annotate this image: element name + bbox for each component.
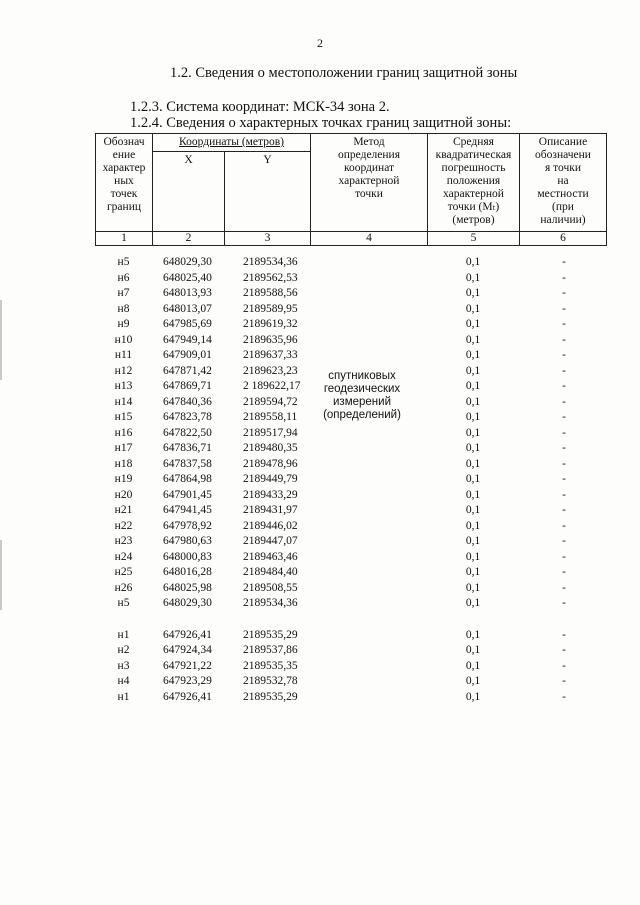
point-name: н17 [114,442,133,454]
description-value: - [562,256,566,268]
x-coordinate: 647823,78 [163,411,212,423]
description-value: - [562,535,566,547]
y-coordinate: 2189535,29 [243,690,298,703]
x-coordinate: 647941,45 [163,504,212,516]
points-table-header [95,133,607,246]
description-value: - [562,473,566,485]
error-value: 0,1 [465,550,481,563]
description-value: - [562,644,566,656]
table-row [95,317,613,333]
error-value: 0,1 [465,504,481,516]
table-row [95,628,613,644]
error-value: 0,1 [465,473,481,485]
error-value: 0,1 [465,302,481,315]
x-coordinate: 648000,83 [163,550,212,563]
error-value: 0,1 [465,519,481,532]
table-row [95,565,613,581]
description-value: - [562,690,566,703]
description-value: - [562,519,566,532]
point-name: н1 [117,690,130,703]
error-value: 0,1 [465,349,481,361]
y-coordinate: 2189431,97 [243,504,298,516]
table-row [95,690,613,706]
table-row [95,659,613,675]
y-coordinate: 2189480,35 [243,442,298,454]
x-coordinate: 648013,93 [163,287,212,299]
description-value: - [562,349,566,361]
error-value: 0,1 [465,566,481,578]
y-coordinate: 2189484,40 [243,566,298,578]
description-value: - [562,380,566,392]
point-name: н26 [114,581,133,594]
table-row [95,550,613,566]
error-value: 0,1 [465,364,481,377]
y-coordinate: 2189508,55 [243,581,298,594]
y-coordinate: 2189534,36 [243,256,298,268]
header-x: X [153,152,225,232]
y-coordinate: 2189589,95 [243,302,298,315]
x-coordinate: 647923,29 [163,675,212,687]
description-value: - [562,411,566,423]
x-coordinate: 648025,98 [163,581,212,594]
point-name: н22 [114,519,133,532]
point-name: н12 [114,364,133,377]
error-value: 0,1 [465,395,481,408]
table-row [95,674,613,690]
point-name: н20 [114,488,133,501]
x-coordinate: 648016,28 [163,566,212,578]
description-value: - [562,675,566,687]
table-row [95,472,613,488]
error-value: 0,1 [465,271,481,284]
x-coordinate: 647864,98 [163,473,212,485]
column-number: 6 [520,232,607,246]
point-name: н4 [117,675,130,687]
x-coordinate: 647901,45 [163,488,212,501]
error-value: 0,1 [465,488,481,501]
description-value: - [562,426,566,439]
description-value: - [562,395,566,408]
description-value: - [562,442,566,454]
x-coordinate: 647924,34 [163,644,212,656]
y-coordinate: 2189517,94 [243,426,298,439]
x-coordinate: 647949,14 [163,333,212,346]
description-value: - [562,287,566,299]
method-value: спутниковых геодезических измерений (определений) [323,370,401,421]
error-value: 0,1 [465,675,481,687]
table-row [95,488,613,504]
table-row [95,286,613,302]
error-value: 0,1 [465,426,481,439]
description-value: - [562,318,566,330]
x-coordinate: 647822,50 [163,426,212,439]
table-row [95,348,613,364]
table-row [95,271,613,287]
x-coordinate: 647985,69 [163,318,212,330]
scan-edge-mark [0,300,2,380]
point-name: н3 [117,659,130,672]
x-coordinate: 648029,30 [163,597,212,609]
error-value: 0,1 [465,411,481,423]
x-coordinate: 647836,71 [163,442,212,454]
point-name: н24 [114,550,133,563]
y-coordinate: 2189637,33 [243,349,298,361]
error-value: 0,1 [465,628,481,641]
point-name: н14 [114,395,133,408]
y-coordinate: 2189594,72 [243,395,298,408]
point-name: н25 [114,566,133,578]
error-value: 0,1 [465,581,481,594]
description-value: - [562,581,566,594]
point-name: н5 [117,597,130,609]
error-value: 0,1 [465,256,481,268]
y-coordinate: 2189558,11 [243,411,298,423]
x-coordinate: 647840,36 [163,395,212,408]
header-error: Средняя квадратическая погрешность положения характерной точки (Mₜ) (метров) [428,134,520,232]
error-value: 0,1 [465,690,481,703]
table-row [95,534,613,550]
description-value: - [562,597,566,609]
point-name: н9 [117,318,130,330]
y-coordinate: 2189433,29 [243,488,298,501]
error-value: 0,1 [465,535,481,547]
description-value: - [562,302,566,315]
points-table-body [95,255,613,705]
x-coordinate: 648025,40 [163,271,212,284]
coordinate-system-heading: 1.2.3. Система координат: МСК-34 зона 2. [130,99,390,115]
point-name: н2 [117,644,130,656]
table-row [95,302,613,318]
header-method: Метод определения координат характерной точки [311,134,428,232]
y-coordinate: 2189463,46 [243,550,298,563]
x-coordinate: 648013,07 [163,302,212,315]
description-value: - [562,550,566,563]
y-coordinate: 2189534,36 [243,597,298,609]
y-coordinate: 2189532,78 [243,675,298,687]
point-name: н8 [117,302,130,315]
description-value: - [562,566,566,578]
header-designation: Обознач ение характер ных точек границ [96,134,153,232]
point-name: н15 [114,411,133,423]
error-value: 0,1 [465,597,481,609]
table-row [95,503,613,519]
point-name: н7 [117,287,130,299]
point-name: н10 [114,333,133,346]
error-value: 0,1 [465,442,481,454]
x-coordinate: 647921,22 [163,659,212,672]
y-coordinate: 2 189622,17 [243,380,301,392]
table-row [95,426,613,442]
column-number: 5 [428,232,520,246]
x-coordinate: 647926,41 [163,690,212,703]
header-coordinates: Координаты (метров) [153,134,311,152]
y-coordinate: 2189446,02 [243,519,298,532]
y-coordinate: 2189478,96 [243,457,298,470]
description-value: - [562,364,566,377]
scan-edge-mark [0,540,2,610]
table-row [95,441,613,457]
y-coordinate: 2189623,23 [243,364,298,377]
column-number: 2 [153,232,225,246]
point-name: н16 [114,426,133,439]
description-value: - [562,628,566,641]
table-row [95,643,613,659]
x-coordinate: 647871,42 [163,364,212,377]
point-name: н18 [114,457,133,470]
contour-gap [95,612,613,628]
y-coordinate: 2189447,07 [243,535,298,547]
description-value: - [562,488,566,501]
table-row [95,519,613,535]
error-value: 0,1 [465,380,481,392]
x-coordinate: 647837,58 [163,457,212,470]
point-name: н19 [114,473,133,485]
description-value: - [562,659,566,672]
page-number: 2 [317,36,323,50]
error-value: 0,1 [465,457,481,470]
error-value: 0,1 [465,644,481,656]
table-row [95,596,613,612]
point-name: н23 [114,535,133,547]
y-coordinate: 2189535,29 [243,628,298,641]
x-coordinate: 648029,30 [163,256,212,268]
table-row [95,255,613,271]
y-coordinate: 2189562,53 [243,271,298,284]
header-y: Y [225,152,311,232]
error-value: 0,1 [465,318,481,330]
y-coordinate: 2189635,96 [243,333,298,346]
x-coordinate: 647909,01 [163,349,212,361]
y-coordinate: 2189535,35 [243,659,298,672]
point-name: н11 [114,349,133,361]
y-coordinate: 2189588,56 [243,287,298,299]
x-coordinate: 647926,41 [163,628,212,641]
description-value: - [562,504,566,516]
section-title: 1.2. Сведения о местоположении границ защитной зоны [170,65,518,81]
table-row [95,581,613,597]
table-row [95,333,613,349]
error-value: 0,1 [465,659,481,672]
error-value: 0,1 [465,333,481,346]
description-value: - [562,457,566,470]
point-name: н21 [114,504,133,516]
point-name: н5 [117,256,130,268]
y-coordinate: 2189619,32 [243,318,298,330]
point-name: н1 [117,628,130,641]
points-heading: 1.2.4. Сведения о характерных точках границ защитной зоны: [130,115,512,131]
x-coordinate: 647869,71 [163,380,212,392]
y-coordinate: 2189449,79 [243,473,298,485]
y-coordinate: 2189537,86 [243,644,298,656]
column-number: 3 [225,232,311,246]
table-row [95,457,613,473]
description-value: - [562,333,566,346]
point-name: н13 [114,380,133,392]
header-description: Описание обозначени я точки на местности (при наличии) [520,134,607,232]
error-value: 0,1 [465,287,481,299]
column-number: 1 [96,232,153,246]
x-coordinate: 647978,92 [163,519,212,532]
description-value: - [562,271,566,284]
column-number: 4 [311,232,428,246]
point-name: н6 [117,271,130,284]
x-coordinate: 647980,63 [163,535,212,547]
